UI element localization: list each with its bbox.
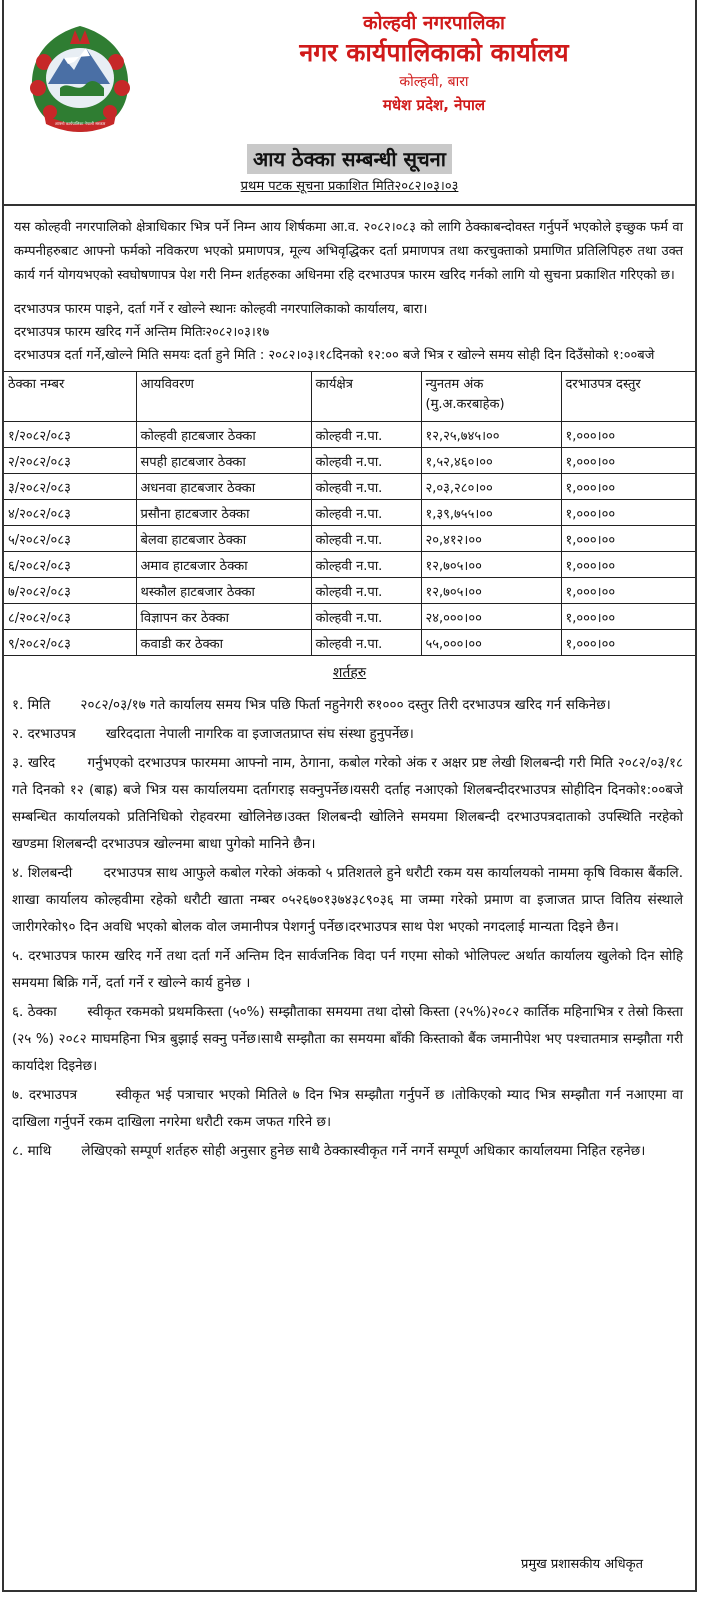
cell-minimum-amount: १२,२५,७४५।०० xyxy=(421,422,561,448)
term-text: लेखिएको सम्पूर्ण शर्तहरु सोही अनुसार हुनेछ साथै ठेक्कास्वीकृत गर्ने नगर्ने सम्पूर्ण अधिकार कार्यालयमा निहित रहनेछ। xyxy=(81,1143,646,1159)
term-number: ५. xyxy=(12,948,24,964)
cell-bid-fee: १,०००।०० xyxy=(561,500,695,526)
cell-contract-number: ९/२०८२/०८३ xyxy=(4,630,136,656)
header-work-area: कार्यक्षेत्र xyxy=(311,372,421,422)
term-number: २. xyxy=(12,726,24,742)
cell-minimum-amount: १,५२,४६०।०० xyxy=(421,448,561,474)
term-item xyxy=(12,692,683,719)
term-number: ७. xyxy=(12,1087,24,1103)
cell-bid-fee: १,०००।०० xyxy=(561,448,695,474)
letterhead xyxy=(4,0,695,142)
cell-contract-number: ६/२०८२/०८३ xyxy=(4,552,136,578)
info-block xyxy=(4,288,695,371)
cell-minimum-amount: २,०३,२८०।०० xyxy=(421,474,561,500)
table-row xyxy=(4,578,695,604)
term-item xyxy=(12,1138,683,1165)
term-text: दरभाउपत्र साथ आफुले कबोल गरेको अंकको ५ प्रतिशतले हुने धरौटी रकम यस कार्यालयको नाममा कृषि विकास बैंकलि. शाखा कार्यालय कोल्हवीमा रहेको धरौटी खाता नम्बर ०५२६७०१३७४३८९०३६ मा जम्मा गरेको प्रमाण वा इजाजत प्राप्त वितिय संस्थाले जारीगरेको९० दिन अवधि भएको बोलक वोल जमानीपत्र पेशगर्नु पर्नेछ।दरभाउपत्र साथ पेश भएको नगदलाई मान्यता दिइने छैन। xyxy=(12,865,683,935)
table-row xyxy=(4,630,695,656)
cell-income-description: अधनवा हाटबजार ठेक्का xyxy=(136,474,311,500)
published-date: प्रथम पटक सूचना प्रकाशित मिति२०८२।०३।०३ xyxy=(240,179,459,194)
table-row xyxy=(4,500,695,526)
term-item xyxy=(12,721,683,748)
term-key: शिलबन्दी xyxy=(27,865,73,881)
cell-bid-fee: १,०००।०० xyxy=(561,474,695,500)
signature-title: प्रमुख प्रशासकीय अधिकृत xyxy=(520,1557,643,1572)
cell-work-area: कोल्हवी न.पा. xyxy=(311,500,421,526)
office-name: नगर कार्यपालिकाको कार्यालय xyxy=(299,38,569,67)
term-key: मिति xyxy=(27,697,51,713)
info-registration-time: दरभाउपत्र दर्ता गर्ने,खोल्ने मिति समयः दर्ता हुने मिति : २०८२।०३।१८दिनको १२:०० बजे भित्र र खोल्ने समय सोही दिन दिउँसोको १:००बजे xyxy=(14,348,655,363)
notice-title: आय ठेक्का सम्बन्धी सूचना xyxy=(247,144,452,174)
term-text: गर्नुभएको दरभाउपत्र फारममा आफ्नो नाम, ठेगाना, कबोल गरेको अंक र अक्षर प्रष्ट लेखी शिलबन्दी गरी मिति २०८२/०३/१८ गते दिनको १२ (बाह्र) बजे भित्र यस कार्यालयमा दर्तागराइ सक्नुपर्नेछ।यसरी दर्ताह नआएको शिलबन्दीदरभाउपत्र सोहीदिन दिनको१:००बजे सम्बन्धित कार्यालयको प्रतिनिधिको रोहवरमा खोलिनेछ।उक्त शिलबन्दी खोलिने समयमा शिलबन्दी दरभाउपत्रदाताको उपस्थिति नरहेको खण्डमा शिलबन्दी दरभाउपत्र खोल्नमा बाधा पुगेको मानिने छैन। xyxy=(12,755,683,852)
header-bid-fee: दरभाउपत्र दस्तुर xyxy=(561,372,695,422)
cell-contract-number: १/२०८२/०८३ xyxy=(4,422,136,448)
term-item xyxy=(12,860,683,941)
cell-contract-number: ७/२०८२/०८३ xyxy=(4,578,136,604)
term-text: २०८२/०३/१७ गते कार्यालय समय भित्र पछि फिर्ता नहुनेगरी रु१००० दस्तुर तिरी दरभाउपत्र खरिद गर्न सकिनेछ। xyxy=(80,697,611,713)
terms-list xyxy=(4,684,695,1165)
term-text: स्वीकृत रकमको प्रथमकिस्ता (५०%) सम्झौताका समयमा तथा दोस्रो किस्ता (२५%)२०८२ कार्तिक महिनाभित्र र तेस्रो किस्ता (२५ %) २०८२ माघमहिना भित्र बुझाई सक्नु पर्नेछ।साथै सम्झौता का समयमा बाँकी किस्ताको बैंक जमानीपेश भए पश्चातमात्र सम्झौता गरी कार्यादेश दिइनेछ। xyxy=(12,1004,684,1074)
contract-table xyxy=(4,371,695,656)
cell-contract-number: ४/२०८२/०८३ xyxy=(4,500,136,526)
term-number: ४. xyxy=(12,865,24,881)
cell-income-description: थस्कौल हाटबजार ठेक्का xyxy=(136,578,311,604)
cell-minimum-amount: ५५,०००।०० xyxy=(421,630,561,656)
term-key: दरभाउपत्र xyxy=(28,1087,78,1103)
cell-work-area: कोल्हवी न.पा. xyxy=(311,630,421,656)
cell-contract-number: ५/२०८२/०८३ xyxy=(4,526,136,552)
term-text: खरिददाता नेपाली नागरिक वा इजाजतप्राप्त संघ संस्था हुनुपर्नेछ। xyxy=(105,726,414,742)
intro-paragraph: यस कोल्हवी नगरपालिको क्षेत्राधिकार भित्र पर्ने निम्न आय शिर्षकमा आ.व. २०८२।०८३ को लागि ठेक्काबन्दोवस्त गर्नुपर्ने भएकोले इच्छुक फर्म वा कम्पनीहरुबाट आफ्नो फर्मको नविकरण भएको प्रमाणपत्र, मूल्य अभिवृद्धिकर दर्ता प्रमाणपत्र तथा करचुक्ताको प्रमाणित प्रतिलिपिहरु तथा उक्त कार्य गर्न योगयभएको स्वघोषणापत्र पेश गरी निम्न शर्तहरुका अधिनमा रहि दरभाउपत्र फारम खरिद गर्नको लागि यो सुचना प्रकाशित गरिएको छ। xyxy=(14,220,683,283)
term-key: दरभाउपत्र xyxy=(27,726,76,742)
municipality-name: कोल्हवी नगरपालिका xyxy=(363,12,505,34)
office-address: कोल्हवी, बारा xyxy=(399,74,469,90)
cell-bid-fee: १,०००।०० xyxy=(561,422,695,448)
cell-contract-number: २/२०८२/०८३ xyxy=(4,448,136,474)
cell-income-description: अमाव हाटबजार ठेक्का xyxy=(136,552,311,578)
cell-minimum-amount: १,३९,७५५।०० xyxy=(421,500,561,526)
cell-work-area: कोल्हवी न.पा. xyxy=(311,448,421,474)
table-row xyxy=(4,526,695,552)
cell-income-description: बेलवा हाटबजार ठेक्का xyxy=(136,526,311,552)
term-item xyxy=(12,1082,683,1136)
cell-minimum-amount: १२,७०५।०० xyxy=(421,552,561,578)
terms-heading: शर्तहरु xyxy=(332,665,367,681)
cell-work-area: कोल्हवी न.पा. xyxy=(311,526,421,552)
cell-bid-fee: १,०००।०० xyxy=(561,604,695,630)
term-key: खरिद xyxy=(27,755,56,771)
organization-block xyxy=(254,10,614,116)
info-last-date: दरभाउपत्र फारम खरिद गर्ने अन्तिम मितिः२०८२।०३।१७ xyxy=(14,325,270,340)
table-row xyxy=(4,448,695,474)
term-key: ठेक्का xyxy=(27,1004,57,1020)
term-number: ३. xyxy=(12,755,24,771)
term-number: ८. xyxy=(12,1143,24,1159)
table-row xyxy=(4,474,695,500)
term-item xyxy=(12,999,683,1080)
cell-work-area: कोल्हवी न.पा. xyxy=(311,604,421,630)
table-header-row xyxy=(4,372,695,422)
table-row xyxy=(4,552,695,578)
info-location: दरभाउपत्र फारम पाइने, दर्ता गर्ने र खोल्ने स्थानः कोल्हवी नगरपालिकाको कार्यालय, बारा। xyxy=(14,302,428,317)
office-province: मधेश प्रदेश, नेपाल xyxy=(382,96,486,114)
notice-page xyxy=(2,0,697,1592)
nepal-emblem-icon xyxy=(24,22,136,137)
header-income-description: आयविवरण xyxy=(136,372,311,422)
cell-income-description: सपही हाटबजार ठेक्का xyxy=(136,448,311,474)
title-wrapper xyxy=(4,144,695,174)
cell-minimum-amount: २४,०००।०० xyxy=(421,604,561,630)
term-item xyxy=(12,750,683,858)
cell-minimum-amount: १२,७०५।०० xyxy=(421,578,561,604)
cell-income-description: विज्ञापन कर ठेक्का xyxy=(136,604,311,630)
cell-bid-fee: १,०००।०० xyxy=(561,552,695,578)
cell-income-description: प्रसौना हाटबजार ठेक्का xyxy=(136,500,311,526)
cell-income-description: कवाडी कर ठेक्का xyxy=(136,630,311,656)
cell-contract-number: ३/२०८२/०८३ xyxy=(4,474,136,500)
term-text: दरभाउपत्र फारम खरिद गर्ने तथा दर्ता गर्ने अन्तिम दिन सार्वजनिक विदा पर्न गएमा सोको भोलिपल्ट अर्थात कार्यालय खुलेको दिन सोहि समयमा बिक्रि गर्ने, दर्ता गर्ने र खोल्ने कार्य हुनेछ । xyxy=(12,948,683,991)
cell-bid-fee: १,०००।०० xyxy=(561,630,695,656)
cell-contract-number: ८/२०८२/०८३ xyxy=(4,604,136,630)
header-contract-number: ठेक्का नम्बर xyxy=(4,372,136,422)
cell-work-area: कोल्हवी न.पा. xyxy=(311,422,421,448)
table-row xyxy=(4,422,695,448)
term-number: १. xyxy=(12,697,24,713)
cell-work-area: कोल्हवी न.पा. xyxy=(311,474,421,500)
term-text: स्वीकृत भई पत्राचार भएको मितिले ७ दिन भित्र सम्झौता गर्नुपर्ने छ ।तोकिएको म्याद भित्र सम्झौता गर्न नआएमा वा दाखिला गर्नुपर्ने रकम दाखिला नगरेमा धरौटी रकम जफत गरिने छ। xyxy=(12,1087,683,1130)
cell-work-area: कोल्हवी न.पा. xyxy=(311,552,421,578)
header-minimum-amount: न्युनतम अंक (मु.अ.करबाहेक) xyxy=(421,372,561,422)
cell-bid-fee: १,०००।०० xyxy=(561,578,695,604)
cell-bid-fee: १,०००।०० xyxy=(561,526,695,552)
term-item xyxy=(12,943,683,997)
cell-income-description: कोल्हवी हाटबजार ठेक्का xyxy=(136,422,311,448)
cell-work-area: कोल्हवी न.पा. xyxy=(311,578,421,604)
term-key: माथि xyxy=(27,1143,52,1159)
cell-minimum-amount: २०,४१२।०० xyxy=(421,526,561,552)
term-number: ६. xyxy=(12,1004,24,1020)
table-row xyxy=(4,604,695,630)
svg-text:आफ्नो कार्यपालिका नेपाली सरकार: आफ्नो कार्यपालिका नेपाली सरकार xyxy=(54,121,106,126)
